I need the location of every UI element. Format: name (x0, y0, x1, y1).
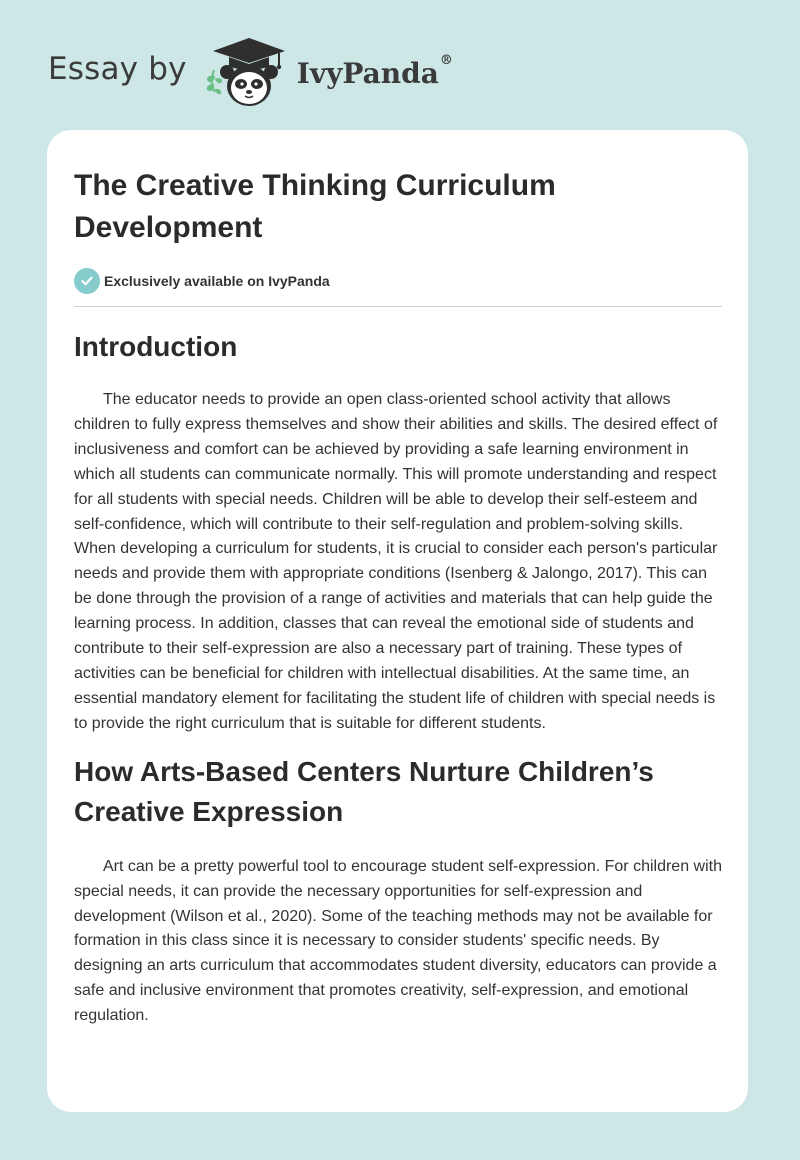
brand-name[interactable] (296, 52, 453, 90)
registered-mark: ® (439, 52, 453, 68)
essay-content (74, 130, 722, 1029)
brand-text: IvyPanda (296, 56, 439, 90)
badge-label: Exclusively available on IvyPanda (104, 273, 330, 289)
divider (74, 306, 722, 307)
section-paragraph-arts-centers: Art can be a pretty powerful tool to encourage student self-expression. For children with special needs, it can provide the necessary opportunities for self-expression and development (Wilson et al., 2020). Some of the teaching methods may not be available for formation in this class since it is necessary to consider students' specific needs. By designing an arts curriculum that accommodates student diversity, educators can provide a safe and inclusive environment that promotes creativity, self-expression, and emotional regulation. (74, 857, 722, 1025)
exclusive-badge (74, 267, 722, 295)
site-header (48, 34, 453, 110)
checkmark-icon (80, 274, 94, 288)
essay-card (47, 130, 748, 1112)
panda-graduate-icon[interactable] (201, 34, 293, 110)
section-heading-arts-centers: How Arts-Based Centers Nurture Children’s Creative Expression (74, 755, 654, 827)
section-paragraph-introduction: The educator needs to provide an open class-oriented school activity that allows children to fully express themselves and show their abilities and skills. The desired effect of inclusiveness and comfort can be achieved by providing a safe learning environment in which all students can communicate normally. This will promote understanding and respect for all students with special needs. Children will be able to develop their self-esteem and self-confidence, which will contribute to their self-regulation and problem-solving skills. When developing a curriculum for students, it is crucial to consider each person's particular needs and provide them with appropriate conditions (Isenberg & Jalongo, 2017). This can be done through the provision of a range of activities and materials that can help guide the learning process. In addition, classes that can reveal the emotional side of students and contribute to their self-expression are also a necessary part of training. These types of activities can be beneficial for children with intellectual disabilities. At the same time, an essential mandatory element for facilitating the student life of children with special needs is to provide the right curriculum that is suitable for different students. (74, 391, 718, 732)
section-heading-introduction: Introduction (74, 331, 238, 362)
page-title: The Creative Thinking Curriculum Development (74, 169, 556, 244)
essay-by-label: Essay by (48, 51, 187, 87)
check-circle-icon (74, 268, 100, 294)
